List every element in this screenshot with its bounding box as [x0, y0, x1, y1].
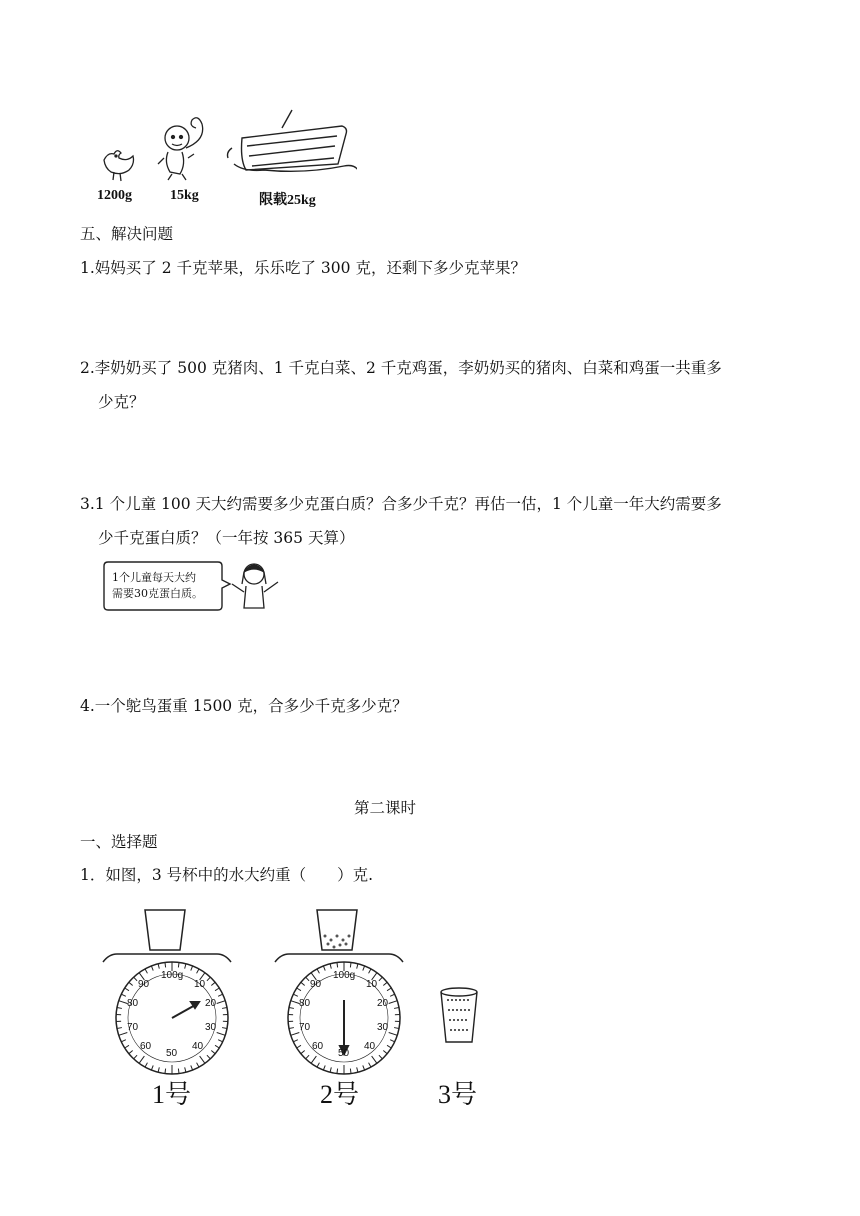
scale-1-number-10: 10	[194, 979, 206, 990]
dial-tick	[289, 1028, 294, 1029]
dial-tick	[151, 1065, 153, 1070]
scale-1-number-90: 90	[138, 979, 150, 990]
hen-weight-label: 1200g	[97, 188, 132, 203]
dial-tick	[311, 1056, 316, 1063]
scale-2-number-70: 70	[299, 1022, 311, 1033]
dial-tick	[372, 1056, 377, 1063]
dial-tick	[389, 1001, 398, 1004]
choice-question-1: 1．如图，3 号杯中的水大约重（ ）克.	[80, 866, 374, 884]
cup-2-label: 2号	[320, 1080, 360, 1109]
scale-1-number-100: 100g	[161, 970, 184, 981]
girl-icon	[230, 560, 290, 616]
dial-tick	[350, 1069, 351, 1074]
dial-tick	[323, 1065, 325, 1070]
problem-4: 4.一个鸵鸟蛋重 1500 克，合多少千克多少克？	[80, 697, 408, 715]
dial-tick	[200, 1056, 205, 1063]
scale-2-number-20: 20	[377, 998, 389, 1009]
dial-tick	[350, 962, 351, 967]
dial-tick	[139, 1056, 144, 1063]
problem-3-line-1: 3.1 个儿童 100 天大约需要多少克蛋白质？合多少千克？再估一估，1 个儿童一年大约需要多	[80, 495, 722, 513]
hen-icon	[104, 151, 134, 181]
dial-tick	[211, 982, 215, 985]
dial-tick	[125, 988, 129, 991]
dial-tick	[185, 964, 186, 969]
dial-tick	[222, 1008, 227, 1009]
dial-tick	[383, 982, 387, 985]
dial-tick	[297, 988, 301, 991]
scale-1-number-80: 80	[127, 998, 139, 1009]
dial-tick	[357, 1067, 358, 1072]
scale-2-number-40: 40	[364, 1041, 376, 1052]
dial-tick	[121, 1040, 126, 1042]
dial-tick	[121, 994, 126, 996]
scale-2-needle	[340, 1000, 348, 1054]
dial-tick	[191, 1065, 193, 1070]
scale-2-number-30: 30	[377, 1022, 389, 1033]
dial-tick	[197, 969, 199, 973]
dial-tick	[379, 1055, 382, 1059]
scale-2-number-100: 100g	[333, 970, 356, 981]
cup-3	[441, 988, 477, 1042]
dial-tick	[217, 1001, 226, 1004]
scales-figure	[95, 900, 505, 1110]
dial-tick	[129, 982, 133, 985]
boat-limit-label: 限载25kg	[259, 193, 316, 208]
dial-tick	[134, 1055, 137, 1059]
dial-tick	[289, 1008, 294, 1009]
dial-tick	[178, 962, 179, 967]
dial-tick	[317, 1063, 319, 1067]
scale-1-number-30: 30	[205, 1022, 217, 1033]
dial-tick	[390, 994, 395, 996]
problem-2-line-2: 少克？	[98, 393, 145, 411]
problem-1: 1.妈妈买了 2 千克苹果，乐乐吃了 300 克，还剩下多少克苹果？	[80, 259, 526, 277]
dial-tick	[337, 1069, 338, 1074]
cup-3-label: 3号	[438, 1080, 478, 1109]
dial-tick	[207, 1055, 210, 1059]
monkey-weight-label: 15kg	[170, 188, 199, 203]
scale-2-number-50: 50	[338, 1048, 350, 1059]
dial-tick	[125, 1045, 129, 1048]
dial-tick	[306, 977, 309, 981]
dial-tick	[297, 1045, 301, 1048]
scale-2-number-10: 10	[366, 979, 378, 990]
dial-tick	[379, 977, 382, 981]
scale-1-number-60: 60	[140, 1041, 152, 1052]
bubble-text-line-1: 1个儿童每天大约	[112, 571, 196, 584]
section-heading-solve-problems: 五、解决问题	[80, 225, 174, 243]
dial-tick	[217, 1033, 226, 1036]
dial-tick	[145, 1063, 147, 1067]
dial-tick	[158, 964, 159, 969]
monkey-icon	[158, 118, 203, 180]
dial-tick	[369, 1063, 371, 1067]
boat-icon	[228, 110, 358, 171]
scale-2-number-90: 90	[310, 979, 322, 990]
dial-tick	[134, 977, 137, 981]
dial-tick	[207, 977, 210, 981]
dial-tick	[363, 966, 365, 971]
dial-tick	[357, 964, 358, 969]
dial-tick	[387, 988, 391, 991]
dial-tick	[165, 1069, 166, 1074]
section-heading-multiple-choice: 一、选择题	[80, 833, 158, 851]
dial-tick	[293, 1040, 298, 1042]
dial-tick	[301, 1051, 305, 1054]
dial-tick	[337, 962, 338, 967]
problem-2-line-1: 2.李奶奶买了 500 克猪肉、1 千克白菜、2 千克鸡蛋，李奶奶买的猪肉、白菜和鸡蛋一共重多	[80, 359, 722, 377]
protein-speech-figure	[100, 560, 290, 616]
scale-2-number-80: 80	[299, 998, 311, 1009]
dial-tick	[394, 1028, 399, 1029]
dial-tick	[390, 1040, 395, 1042]
dial-tick	[317, 969, 319, 973]
scale-2-number-60: 60	[312, 1041, 324, 1052]
dial-tick	[151, 966, 153, 971]
scale-1-number-70: 70	[127, 1022, 139, 1033]
dial-tick	[117, 1008, 122, 1009]
dial-tick	[165, 962, 166, 967]
dial-tick	[218, 994, 223, 996]
dial-tick	[323, 966, 325, 971]
dial-tick	[191, 966, 193, 971]
scale-1-number-20: 20	[205, 998, 217, 1009]
top-figure	[92, 108, 357, 214]
dial-tick	[129, 1051, 133, 1054]
dial-tick	[158, 1067, 159, 1072]
dial-tick	[389, 1033, 398, 1036]
dial-tick	[117, 1028, 122, 1029]
dial-tick	[211, 1051, 215, 1054]
dial-tick	[301, 982, 305, 985]
scale-1-needle	[172, 1002, 199, 1018]
scale-1-number-40: 40	[192, 1041, 204, 1052]
scale-2-water	[324, 935, 351, 949]
dial-tick	[363, 1065, 365, 1070]
dial-ticks	[116, 962, 400, 1074]
dial-tick	[197, 1063, 199, 1067]
scale-1-number-50: 50	[166, 1048, 178, 1059]
dial-tick	[215, 1045, 219, 1048]
cup-1-label: 1号	[152, 1080, 192, 1109]
dial-tick	[222, 1028, 227, 1029]
dial-tick	[330, 1067, 331, 1072]
dial-tick	[330, 964, 331, 969]
dial-tick	[394, 1008, 399, 1009]
dial-tick	[383, 1051, 387, 1054]
dial-tick	[215, 988, 219, 991]
dial-tick	[387, 1045, 391, 1048]
problem-3-line-2: 少千克蛋白质？（一年按 365 天算）	[98, 529, 355, 547]
bubble-text-line-2: 需要30克蛋白质。	[112, 587, 203, 600]
dial-tick	[293, 994, 298, 996]
dial-tick	[185, 1067, 186, 1072]
dial-tick	[369, 969, 371, 973]
dial-tick	[145, 969, 147, 973]
lesson-title: 第二课时	[354, 799, 417, 817]
dial-tick	[218, 1040, 223, 1042]
dial-tick	[178, 1069, 179, 1074]
dial-tick	[306, 1055, 309, 1059]
